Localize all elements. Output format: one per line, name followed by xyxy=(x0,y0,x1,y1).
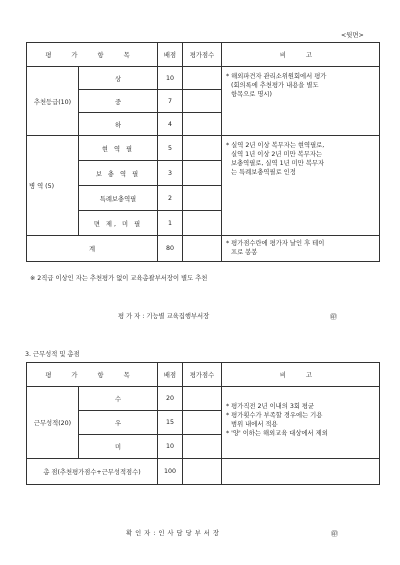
total-label: 계 xyxy=(27,236,158,262)
item-cell: 상 xyxy=(79,67,158,90)
header-score: 배점 xyxy=(158,363,183,387)
header-note: 비 고 xyxy=(222,363,380,387)
table-total-row xyxy=(27,236,380,262)
total-score: 100 xyxy=(158,459,183,485)
table-total-row xyxy=(27,459,380,485)
eval-cell[interactable] xyxy=(183,113,222,136)
header-item: 평 가 항 목 xyxy=(27,43,158,67)
note-line: 보충역필로, 실역 1년 미만 복무자 xyxy=(231,160,325,168)
evaluator-line: 평 가 자 : 기능별 교육집행부서장 xyxy=(118,313,210,320)
item-cell: 수 xyxy=(79,387,158,411)
group-label: 추천등급(10) xyxy=(27,67,79,136)
item-cell: 하 xyxy=(79,113,158,136)
evaluation-table-1 xyxy=(26,42,380,262)
eval-cell[interactable] xyxy=(183,211,222,236)
note-line: 는 특례보충역필로 인정 xyxy=(231,169,296,177)
seal-icon: ㊞ xyxy=(330,313,337,321)
item-cell: 우 xyxy=(79,411,158,435)
seal-icon: ㊞ xyxy=(331,530,338,538)
note-cell xyxy=(222,459,380,485)
table1-header-row xyxy=(27,43,380,67)
score-cell: 2 xyxy=(158,186,183,211)
note-cell xyxy=(222,387,380,459)
note-cell xyxy=(222,136,380,236)
eval-cell[interactable] xyxy=(183,90,222,113)
table-row xyxy=(27,67,380,90)
note-line: 범위 내에서 적용 xyxy=(231,421,278,429)
eval-cell[interactable] xyxy=(183,236,222,262)
header-item: 평 가 항 목 xyxy=(27,363,158,387)
item-cell: 현 역 필 xyxy=(79,136,158,161)
header-eval: 평가점수 xyxy=(183,363,222,387)
footnote: ※ 2직급 이상인 자는 추천평가 없이 교육총괄부서장이 별도 추천 xyxy=(30,275,208,282)
note-line: * '양' 이하는 해외교육 대상에서 제외 xyxy=(226,430,328,438)
score-cell: 3 xyxy=(158,161,183,186)
header-eval: 평가점수 xyxy=(183,43,222,67)
eval-cell[interactable] xyxy=(183,387,222,411)
note-cell xyxy=(222,236,380,262)
score-cell: 4 xyxy=(158,113,183,136)
header-note: 비 고 xyxy=(222,43,380,67)
eval-cell[interactable] xyxy=(183,136,222,161)
note-line: 항목으로 명시) xyxy=(231,91,272,99)
score-cell: 7 xyxy=(158,90,183,113)
item-cell: 면 제, 미 필 xyxy=(79,211,158,236)
item-cell: 미 xyxy=(79,435,158,459)
section-title: 3. 근무성적 및 총점 xyxy=(25,351,80,358)
note-line: * 실역 2년 이상 복무자는 현역필로, xyxy=(226,142,325,149)
score-cell: 5 xyxy=(158,136,183,161)
score-cell: 15 xyxy=(158,411,183,435)
note-cell xyxy=(222,67,380,136)
eval-cell[interactable] xyxy=(183,459,222,485)
note-line: * 평가직전 2년 이내의 3회 평균 xyxy=(226,403,315,410)
eval-cell[interactable] xyxy=(183,411,222,435)
note-line: * 평가점수란에 평가자 날인 후 테이 xyxy=(226,240,325,247)
note-line: (회의록에 추천평가 내용을 별도 xyxy=(231,82,319,90)
note-line: * 해외파견자 관리소위원회에서 평가 xyxy=(226,73,327,80)
item-cell: 중 xyxy=(79,90,158,113)
table-row xyxy=(27,387,380,411)
group-label: 근무성적(20) xyxy=(27,387,79,459)
item-cell: 보 충 역 필 xyxy=(79,161,158,186)
total-label: 총 점(추천평가점수+근무성적점수) xyxy=(27,459,158,485)
header-score: 배점 xyxy=(158,43,183,67)
total-score: 80 xyxy=(158,236,183,262)
table-row xyxy=(27,136,380,161)
evaluation-table-2 xyxy=(26,362,380,485)
table2-header-row xyxy=(27,363,380,387)
eval-cell[interactable] xyxy=(183,186,222,211)
eval-cell[interactable] xyxy=(183,161,222,186)
eval-cell[interactable] xyxy=(183,435,222,459)
score-cell: 20 xyxy=(158,387,183,411)
item-cell: 특례보충역필 xyxy=(79,186,158,211)
score-cell: 1 xyxy=(158,211,183,236)
note-line: * 평가횟수가 부족할 경우에는 기용 xyxy=(226,412,323,420)
note-line: 실역 1년 이상 2년 미만 복무자는 xyxy=(231,151,323,159)
page-label: <뒷면> xyxy=(341,32,364,39)
note-line: 프로 봉봉 xyxy=(231,249,258,257)
score-cell: 10 xyxy=(158,67,183,90)
score-cell: 10 xyxy=(158,435,183,459)
group-label: 병 역 (5) xyxy=(27,136,79,236)
confirmer-line: 확 인 자 : 인 사 담 당 부 서 장 xyxy=(126,530,220,537)
eval-cell[interactable] xyxy=(183,67,222,90)
